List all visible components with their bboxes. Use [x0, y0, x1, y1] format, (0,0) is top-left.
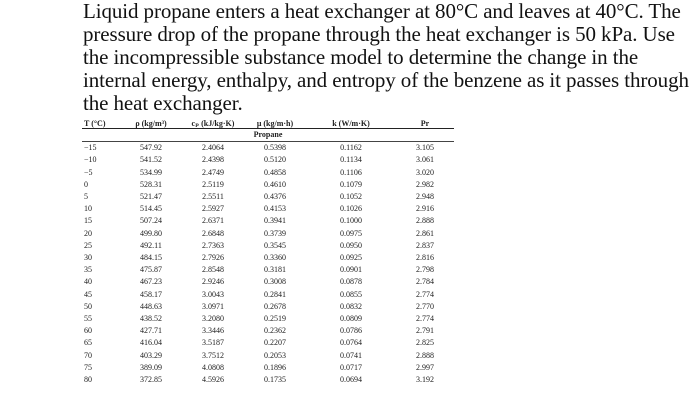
cell-specific-heat: 3.2080 [202, 314, 224, 324]
cell-viscosity: 0.4858 [264, 167, 286, 177]
cell-specific-heat: 3.3446 [202, 326, 224, 336]
cell-prandtl: 3.061 [416, 155, 434, 165]
cell-conductivity: 0.1106 [340, 167, 362, 177]
table-row [82, 325, 454, 337]
cell-specific-heat: 2.4398 [202, 155, 224, 165]
cell-temperature: 35 [84, 265, 92, 275]
cell-specific-heat: 3.0043 [202, 289, 224, 299]
cell-conductivity: 0.1079 [340, 179, 362, 189]
table-row [82, 142, 454, 155]
cell-density: 416.04 [140, 338, 162, 348]
cell-density: 372.85 [140, 375, 162, 385]
header-prandtl: Pr [396, 117, 454, 129]
cell-viscosity: 0.2841 [264, 289, 286, 299]
cell-conductivity: 0.1026 [340, 204, 362, 214]
table-row [82, 252, 454, 264]
cell-density: 507.24 [140, 216, 162, 226]
cell-temperature: −10 [84, 155, 97, 165]
cell-prandtl: 2.997 [416, 362, 434, 372]
cell-prandtl: 2.791 [416, 326, 434, 336]
cell-prandtl: 2.916 [416, 204, 434, 214]
cell-temperature: 60 [84, 326, 92, 336]
cell-viscosity: 0.3739 [264, 228, 286, 238]
cell-density: 458.17 [140, 289, 162, 299]
cell-viscosity: 0.5398 [264, 143, 286, 153]
header-density: ρ (kg/m³) [120, 117, 182, 129]
cell-temperature: 65 [84, 338, 92, 348]
cell-prandtl: 2.825 [416, 338, 434, 348]
cell-temperature: −15 [84, 143, 97, 153]
cell-specific-heat: 3.5187 [202, 338, 224, 348]
cell-temperature: 15 [84, 216, 92, 226]
cell-viscosity: 0.2678 [264, 301, 286, 311]
cell-density: 448.63 [140, 301, 162, 311]
table-row [82, 337, 454, 349]
cell-viscosity: 0.1735 [264, 375, 286, 385]
header-viscosity: μ (kg/m·h) [244, 117, 306, 129]
section-label-propane: Propane [82, 129, 454, 142]
cell-specific-heat: 2.8548 [202, 265, 224, 275]
cell-specific-heat: 2.7363 [202, 240, 224, 250]
cell-prandtl: 3.105 [416, 143, 434, 153]
cell-viscosity: 0.3008 [264, 277, 286, 287]
cell-specific-heat: 2.6848 [202, 228, 224, 238]
cell-conductivity: 0.0901 [340, 265, 362, 275]
table-body [82, 129, 454, 387]
table-row [82, 154, 454, 166]
cell-specific-heat: 2.7926 [202, 253, 224, 263]
cell-viscosity: 0.2519 [264, 314, 286, 324]
cell-density: 534.99 [140, 167, 162, 177]
cell-conductivity: 0.0950 [340, 240, 362, 250]
cell-prandtl: 2.888 [416, 350, 434, 360]
table-row [82, 228, 454, 240]
cell-conductivity: 0.1134 [340, 155, 362, 165]
cell-viscosity: 0.2362 [264, 326, 286, 336]
cell-conductivity: 0.0741 [340, 350, 362, 360]
cell-viscosity: 0.1896 [264, 362, 286, 372]
cell-temperature: 50 [84, 301, 92, 311]
table-row [82, 313, 454, 325]
cell-viscosity: 0.3941 [264, 216, 286, 226]
cell-specific-heat: 2.5511 [202, 192, 224, 202]
table-row [82, 167, 454, 179]
problem-statement: Liquid propane enters a heat exchanger at 80°C and leaves at 40°C. The pressure drop of the propane through the heat exchanger is 50 kPa. Use the incompressible substance model to determine the change in the internal energy, enthalpy, and entropy of the benzene as it passes through the heat exchanger. [83, 0, 689, 115]
cell-density: 499.80 [140, 228, 162, 238]
table-header-row [82, 117, 454, 129]
cell-temperature: 80 [84, 375, 92, 385]
cell-temperature: 25 [84, 240, 92, 250]
cell-density: 492.11 [140, 240, 162, 250]
cell-prandtl: 2.948 [416, 192, 434, 202]
cell-prandtl: 2.784 [416, 277, 434, 287]
cell-specific-heat: 4.5926 [202, 375, 224, 385]
cell-specific-heat: 4.0808 [202, 362, 224, 372]
cell-density: 389.09 [140, 362, 162, 372]
cell-prandtl: 2.816 [416, 253, 434, 263]
cell-prandtl: 2.774 [416, 289, 434, 299]
cell-temperature: 45 [84, 289, 92, 299]
cell-specific-heat: 3.7512 [202, 350, 224, 360]
header-conductivity: k (W/m·K) [306, 117, 396, 129]
cell-conductivity: 0.0694 [340, 375, 362, 385]
cell-conductivity: 0.0925 [340, 253, 362, 263]
table-row [82, 350, 454, 362]
cell-viscosity: 0.4376 [264, 192, 286, 202]
cell-conductivity: 0.0809 [340, 314, 362, 324]
table-row [82, 276, 454, 288]
cell-conductivity: 0.0878 [340, 277, 362, 287]
cell-conductivity: 0.0717 [340, 362, 362, 372]
table-row [82, 289, 454, 301]
cell-viscosity: 0.2207 [264, 338, 286, 348]
cell-temperature: 55 [84, 314, 92, 324]
cell-prandtl: 2.798 [416, 265, 434, 275]
cell-temperature: 5 [84, 192, 88, 202]
cell-viscosity: 0.3545 [264, 240, 286, 250]
table-row [82, 179, 454, 191]
cell-conductivity: 0.0764 [340, 338, 362, 348]
cell-specific-heat: 2.6371 [202, 216, 224, 226]
cell-conductivity: 0.0975 [340, 228, 362, 238]
section-row [82, 129, 454, 142]
cell-specific-heat: 2.5927 [202, 204, 224, 214]
cell-density: 427.71 [140, 326, 162, 336]
cell-temperature: −5 [84, 167, 93, 177]
cell-density: 541.52 [140, 155, 162, 165]
cell-temperature: 10 [84, 204, 92, 214]
table-row [82, 362, 454, 374]
cell-prandtl: 2.982 [416, 179, 434, 189]
table-row [82, 301, 454, 313]
cell-prandtl: 2.770 [416, 301, 434, 311]
cell-density: 403.29 [140, 350, 162, 360]
cell-prandtl: 3.192 [416, 375, 434, 385]
cell-density: 514.45 [140, 204, 162, 214]
cell-temperature: 75 [84, 362, 92, 372]
cell-density: 475.87 [140, 265, 162, 275]
header-specific-heat: cₚ (kJ/kg·K) [182, 117, 244, 129]
cell-temperature: 30 [84, 253, 92, 263]
cell-temperature: 70 [84, 350, 92, 360]
cell-specific-heat: 2.5119 [202, 179, 224, 189]
cell-temperature: 20 [84, 228, 92, 238]
cell-conductivity: 0.0855 [340, 289, 362, 299]
cell-density: 521.47 [140, 192, 162, 202]
cell-temperature: 0 [84, 179, 88, 189]
cell-prandtl: 2.888 [416, 216, 434, 226]
table-row [82, 264, 454, 276]
cell-prandtl: 3.020 [416, 167, 434, 177]
property-table-container [82, 117, 454, 386]
cell-density: 467.23 [140, 277, 162, 287]
cell-conductivity: 0.0832 [340, 301, 362, 311]
cell-density: 528.31 [140, 179, 162, 189]
table-row [82, 191, 454, 203]
cell-conductivity: 0.1000 [340, 216, 362, 226]
cell-viscosity: 0.4153 [264, 204, 286, 214]
cell-viscosity: 0.4610 [264, 179, 286, 189]
cell-viscosity: 0.5120 [264, 155, 286, 165]
cell-viscosity: 0.3181 [264, 265, 286, 275]
cell-conductivity: 0.1162 [340, 143, 362, 153]
propane-property-table [82, 117, 454, 386]
table-row [82, 374, 454, 386]
cell-prandtl: 2.837 [416, 240, 434, 250]
cell-conductivity: 0.0786 [340, 326, 362, 336]
cell-specific-heat: 2.4749 [202, 167, 224, 177]
header-temperature: T (°C) [82, 117, 120, 129]
cell-density: 547.92 [140, 143, 162, 153]
cell-density: 484.15 [140, 253, 162, 263]
cell-density: 438.52 [140, 314, 162, 324]
cell-conductivity: 0.1052 [340, 192, 362, 202]
table-row [82, 240, 454, 252]
cell-prandtl: 2.774 [416, 314, 434, 324]
table-row [82, 203, 454, 215]
cell-specific-heat: 2.4064 [202, 143, 224, 153]
cell-temperature: 40 [84, 277, 92, 287]
cell-viscosity: 0.3360 [264, 253, 286, 263]
cell-specific-heat: 2.9246 [202, 277, 224, 287]
cell-viscosity: 0.2053 [264, 350, 286, 360]
cell-specific-heat: 3.0971 [202, 301, 224, 311]
table-row [82, 215, 454, 227]
cell-prandtl: 2.861 [416, 228, 434, 238]
